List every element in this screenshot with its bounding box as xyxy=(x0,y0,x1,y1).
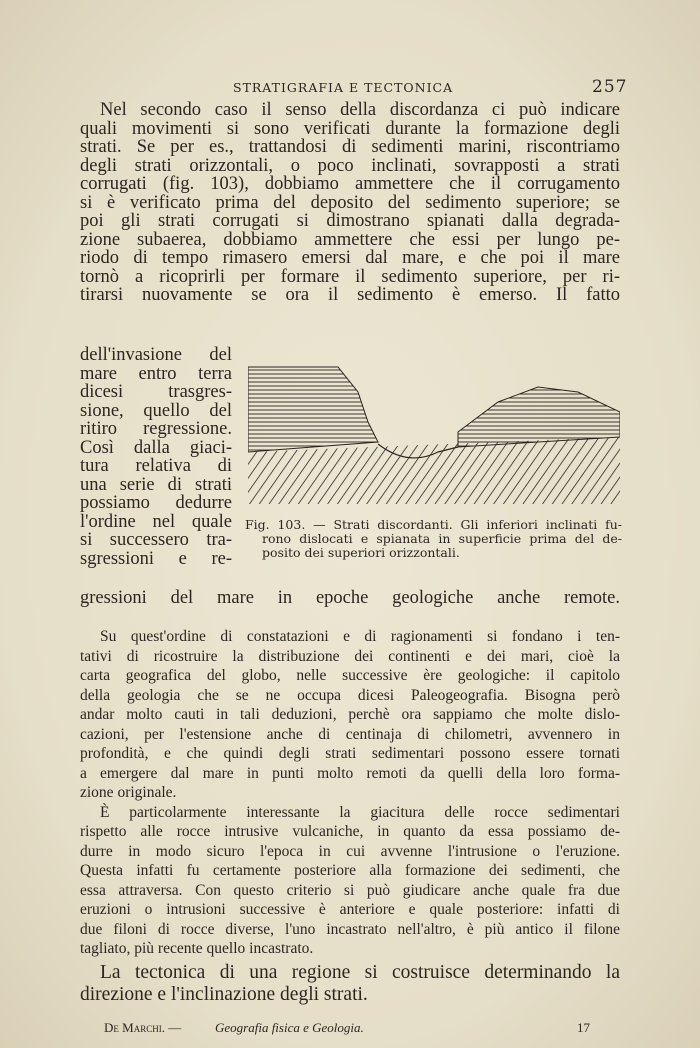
text-line: sione, quello del xyxy=(80,400,232,421)
caption-line: Fig. 103. — Strati discordanti. Gli inferiori inclinati fu- xyxy=(245,517,622,532)
text-line: tornò a ricoprirli per formare il sedimento superiore, per ri- xyxy=(80,266,620,287)
page-number: 257 xyxy=(592,77,628,97)
text-line: mare entro terra xyxy=(80,363,232,384)
footer-author: De Marchi. — xyxy=(104,1020,182,1035)
text-line: Su quest'ordine di constatazioni e di ragionamenti si fondano i ten- xyxy=(100,628,620,645)
text-line: due filoni di rocce diverse, l'uno incastrato nell'altro, è più antico il filone xyxy=(80,920,620,938)
text-line: dell'invasione del xyxy=(80,345,232,365)
text-line: possiamo dedurre xyxy=(80,493,232,513)
text-line: l'ordine nel quale xyxy=(80,511,232,532)
text-line: durre in modo sicuro l'epoca in cui avvenne l'intrusione o l'eruzione. xyxy=(80,842,620,860)
text-line: Questa infatti fu certamente posteriore alla formazione dei sedimenti, che xyxy=(80,862,620,879)
text-line: La tectonica di una regione si costruisce determinando la xyxy=(100,962,620,983)
text-line: rispetto alle rocce intrusive vulcaniche, in quanto da essa possiamo de- xyxy=(80,823,620,840)
text-line: zione originale. xyxy=(80,784,177,801)
text-line: eruzioni o intrusioni successive è anteriore e quale posteriore: infatti di xyxy=(80,901,620,918)
footer-signature: 17 xyxy=(577,1020,590,1035)
caption-line: posito dei superiori orizzontali. xyxy=(262,545,460,560)
text-line: dicesi trasgres- xyxy=(80,382,232,402)
running-title: STRATIGRAFIA E TECTONICA xyxy=(233,80,454,95)
text-line: zione subaerea, dobbiamo ammettere che essi per lungo pe- xyxy=(80,229,620,250)
text-line: si successero tra- xyxy=(80,530,232,550)
text-line: cazioni, per l'estensione anche di centinaja di chilometri, avvennero in xyxy=(80,725,620,743)
text-line: essa attraversa. Con questo criterio si può giudicare anche quale fra due xyxy=(80,881,620,899)
footer-book-title: Geografia fisica e Geologia. xyxy=(215,1020,364,1035)
text-line: una serie di strati xyxy=(80,474,232,495)
text-line: tativi di ricostruire la distribuzione dei continenti e dei mari, cioè la xyxy=(80,647,620,665)
text-line: Così dalla giaci- xyxy=(80,437,232,458)
text-line: Nel secondo caso il senso della discordanza ci può indicare xyxy=(100,100,620,120)
text-line: corrugati (fig. 103), dobbiamo ammettere che il corrugamento xyxy=(80,174,620,194)
text-line: a emergere dal mare in punti molto remoti da quelli della loro forma- xyxy=(80,764,620,782)
text-line: strati. Se per es., trattandosi di sedimenti marini, riscontriamo xyxy=(80,137,620,157)
text-line: direzione e l'inclinazione degli strati. xyxy=(80,984,368,1005)
text-line: poi gli strati corrugati si dimostrano spianati dalla degrada- xyxy=(80,211,620,231)
text-line: quali movimenti si sono verificati durante la formazione degli xyxy=(80,118,620,139)
text-line: ritiro regressione. xyxy=(80,419,232,439)
text-line: carta geografica del globo, nelle successive ère geologiche: il capitolo xyxy=(80,667,620,684)
text-line: si è verificato prima del deposito del sedimento superiore; se xyxy=(80,192,620,213)
text-line: riodo di tempo rimasero emersi dal mare, e che poi il mare xyxy=(80,248,620,268)
text-line: degli strati orizzontali, o poco inclinati, sovrapposti a strati xyxy=(80,155,620,176)
text-line: sgressioni e re- xyxy=(80,548,232,569)
text-line: profondità, e che quindi degli strati sedimentari possono essere tornati xyxy=(80,745,620,762)
figure-103-stratigraphy-illustration xyxy=(248,352,620,507)
text-line: È particolarmente interessante la giacitura delle rocce sedimentari xyxy=(100,803,620,821)
text-line: della geologia che se ne occupa dicesi Paleogeografia. Bisogna però xyxy=(80,686,620,704)
text-line: tirarsi nuovamente se ora il sedimento è emerso. Il fatto xyxy=(80,285,620,305)
text-line: andar molto cauti in tali deduzioni, perchè ora sappiamo che molte dislo- xyxy=(80,706,620,723)
text-line: tagliato, più recente quello incastrato. xyxy=(80,940,314,957)
text-line: tura relativa di xyxy=(80,456,232,476)
paragraph-last-line: gressioni del mare in epoche geologiche anche remote. xyxy=(80,588,620,608)
caption-line: rono dislocati e spianata in superficie prima del de- xyxy=(262,531,622,546)
